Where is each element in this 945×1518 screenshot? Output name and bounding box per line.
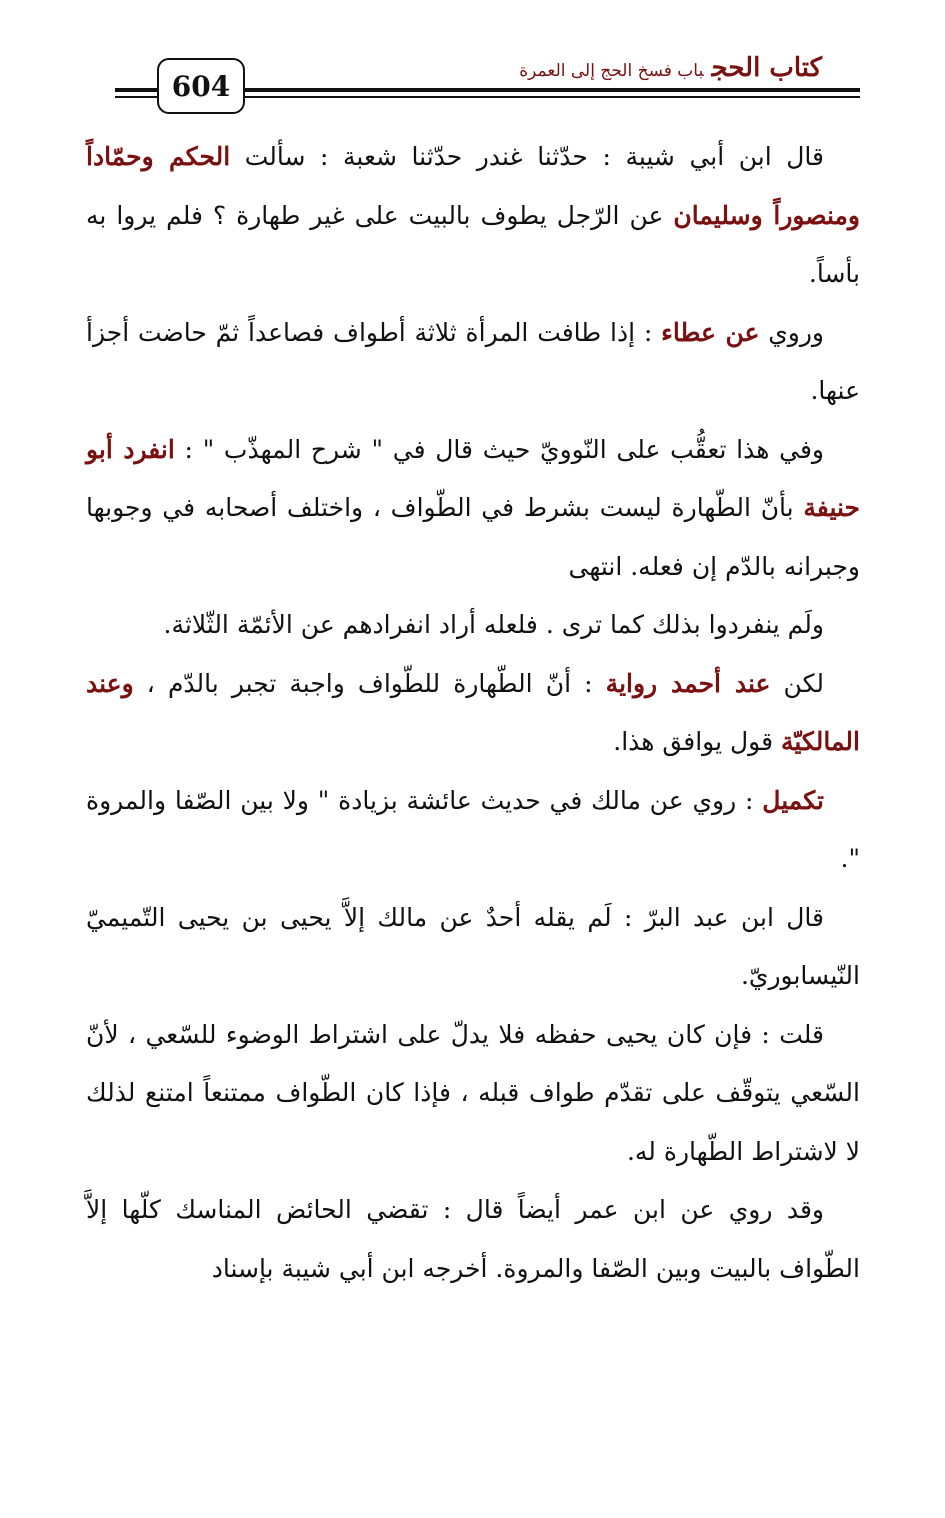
paragraph: [86, 889, 860, 1006]
highlighted-name: تكميل: [762, 785, 824, 815]
paragraph: [86, 304, 860, 421]
body-text: لكن: [770, 668, 824, 698]
book-title: كتاب الحج: [711, 53, 822, 83]
page-header: [0, 0, 945, 120]
chapter-title: باب فسخ الحج إلى العمرة: [519, 61, 704, 81]
body-text: قول يوافق هذا.: [613, 727, 781, 756]
body-text: ولَم ينفردوا بذلك كما ترى . فلعله أراد انفرادهم عن الأئمّة الثّلاثة.: [163, 610, 824, 639]
paragraph: [86, 772, 860, 889]
body-text: : إذا طافت المرأة ثلاثة أطواف فصاعداً ثمّ حاضت أجزأ عنها.: [86, 317, 860, 405]
paragraph: [86, 421, 860, 597]
body-text: قال ابن أبي شيبة : حدّثنا غندر حدّثنا شعبة : سألت: [230, 142, 824, 171]
page-number: 604: [157, 58, 245, 114]
body-text: وروي: [759, 317, 824, 347]
body-text: بأنّ الطّهارة ليست بشرط في الطّواف ، واختلف أصحابه في وجوبها وجبرانه بالدّم إن فعله. انتهى: [86, 493, 860, 581]
paragraph: [86, 1181, 860, 1298]
highlighted-name: عن عطاء: [661, 317, 760, 347]
body-text: : روي عن مالك في حديث عائشة بزيادة " ولا بين الصّفا والمروة ".: [86, 785, 860, 873]
paragraph: [86, 655, 860, 772]
running-title: [519, 50, 822, 89]
body-text: : أنّ الطّهارة للطّواف واجبة تجبر بالدّم ،: [133, 668, 606, 698]
paragraph: [86, 1006, 860, 1182]
body-text: قلت : فإن كان يحيى حفظه فلا يدلّ على اشتراط الوضوء للسّعي ، لأنّ السّعي يتوقّف على تقدّم طواف قبله ، فإذا كان الطّواف ممتنعاً امتنع لذلك لا لاشتراط الطّهارة له.: [86, 1019, 860, 1166]
paragraph: [86, 596, 860, 655]
highlighted-name: وعند المالكيّة: [86, 668, 860, 756]
highlighted-name: الحكم وحمّاداً ومنصوراً وسليمان: [86, 142, 860, 230]
page-body: [86, 128, 860, 1298]
body-text: قال ابن عبد البرّ : لَم يقله أحدٌ عن مالك إلاَّ يحيى بن يحيى التّميميّ النّيسابوريّ.: [86, 902, 860, 990]
body-text: وقد روي عن ابن عمر أيضاً قال : تقضي الحائض المناسك كلّها إلاَّ الطّواف بالبيت وبين الصّفا والمروة. أخرجه ابن أبي شيبة بإسناد: [86, 1195, 860, 1283]
highlighted-name: انفرد أبو حنيفة: [86, 434, 860, 522]
highlighted-name: عند أحمد رواية: [605, 668, 771, 698]
paragraph: [86, 128, 860, 304]
body-text: عن الرّجل يطوف بالبيت على غير طهارة ؟ فلم يروا به بأساً.: [86, 200, 860, 288]
body-text: وفي هذا تعقُّب على النّوويّ حيث قال في " شرح المهذّب " :: [174, 434, 824, 464]
